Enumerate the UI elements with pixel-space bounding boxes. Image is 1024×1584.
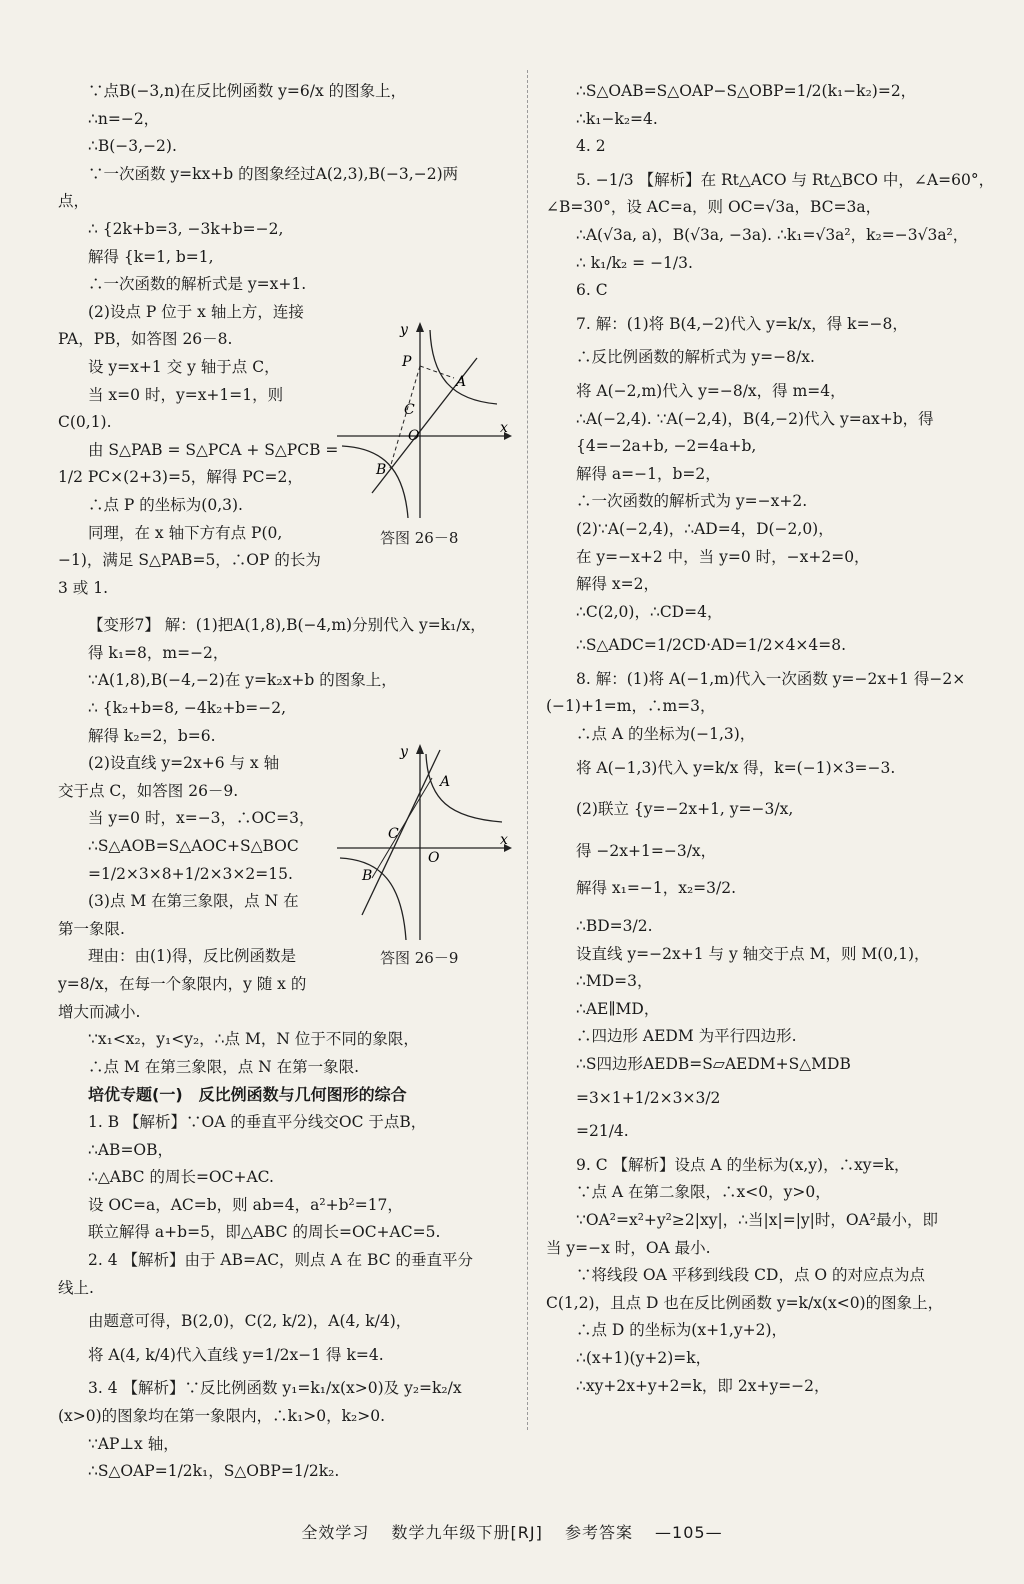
text-line: ∴k₁−k₂=4. [576,109,658,128]
text-line: 解得 x₁=−1，x₂=3/2. [576,879,737,898]
label-x: x [500,832,508,848]
text-line: ∠B=30°，设 AC=a，则 OC=√3a，BC=3a， [546,198,882,217]
segment-ab [372,778,432,878]
text-line: 由题意可得，B(2,0)，C(2, k/2)，A(4, k/4)， [88,1312,412,1331]
footer-brand: 全效学习 [301,1523,370,1542]
section-heading: 培优专题(一) 反比例函数与几何图形的综合 [88,1085,407,1105]
text-line: ∴ {2k+b=3, −3k+b=−2, [88,219,284,238]
text-line: 3. 4 【解析】∵反比例函数 y₁=k₁/x(x>0)及 y₂=k₂/x [88,1379,462,1398]
text-line: 【变形7】 解：(1)把A(1,8),B(−4,m)分别代入 y=k₁/x， [88,616,486,635]
text-line: ∴(x+1)(y+2)=k， [576,1348,712,1367]
text-line: ∴MD=3， [576,972,653,991]
text-line: ∴点 P 的坐标为(0,3). [88,495,243,514]
hyperbola-branch-third [342,446,408,518]
text-line: C(1,2)，且点 D 也在反比例函数 y=k/x(x<0)的图象上， [546,1293,944,1312]
text-line: =1/2×3×8+1/2×3×2=15. [88,864,293,883]
text-line: 第一象限. [58,919,125,938]
text-line: 4. 2 [576,137,606,156]
text-line: ∵AP⊥x 轴， [88,1434,179,1453]
text-line: 7. 解：(1)将 B(4,−2)代入 y=k/x，得 k=−8， [576,314,908,333]
text-line: ∴ {k₂+b=8, −4k₂+b=−2, [88,699,286,718]
text-line: 理由：由(1)得，反比例函数是 [88,947,296,966]
label-b: B [362,868,373,884]
text-line: 得 −2x+1=−3/x， [576,841,717,860]
text-line: ∵x₁<x₂，y₁<y₂，∴点 M，N 位于不同的象限， [88,1030,419,1049]
y-axis-arrow [416,322,424,332]
text-line: (x>0)的图象均在第一象限内，∴k₁>0，k₂>0. [58,1406,386,1425]
text-line: 解得 k₂=2，b=6. [88,726,216,745]
page-footer [0,1520,1024,1543]
text-line: ∴C(2,0)，∴CD=4， [576,602,723,621]
text-line: ∵A(1,8),B(−4,−2)在 y=k₂x+b 的图象上， [88,671,397,690]
text-line: 由 S△PAB = S△PCA + S△PCB = [88,440,339,459]
label-c: C [404,402,415,418]
text-line: 5. −1/3 【解析】在 Rt△ACO 与 Rt△BCO 中，∠A=60°， [576,170,995,189]
text-line: 设 OC=a，AC=b，则 ab=4，a²+b²=17， [88,1195,403,1214]
text-line: (−1)+1=m，∴m=3， [546,697,716,716]
figure-26-8 [332,318,512,523]
text-line: 交于点 C，如答图 26－9. [58,781,239,800]
text-line: ∴S△OAP=1/2k₁，S△OBP=1/2k₂. [88,1462,340,1481]
text-line: ∴一次函数的解析式为 y=−x+2. [576,492,808,511]
text-line: ∴B(−3,−2). [88,137,177,156]
text-line: 线上. [58,1278,94,1297]
text-line: ∴xy+2x+y+2=k，即 2x+y=−2， [576,1376,830,1395]
text-line: ∴点 M 在第三象限，点 N 在第一象限. [88,1057,360,1076]
label-y: y [400,322,408,338]
label-p: P [402,354,412,370]
text-line: 解得 a=−1，b=2， [576,464,721,483]
text-line: ∴n=−2， [88,109,160,128]
footer-section: 参考答案 [564,1523,633,1542]
text-line: ∴四边形 AEDM 为平行四边形. [576,1027,797,1046]
text-line: 设 y=x+1 交 y 轴于点 C， [88,357,280,376]
text-line: ∴反比例函数的解析式为 y=−8/x. [576,348,815,367]
text-line: 增大而减小. [58,1002,141,1021]
text-line: (3)点 M 在第三象限，点 N 在 [88,892,299,911]
text-line: 解得 {k=1, b=1, [88,247,214,266]
text-line: ∵点B(−3,n)在反比例函数 y=6/x 的图象上， [88,82,407,100]
text-line: ∴A(√3a, a)，B(√3a, −3a). ∴k₁=√3a²，k₂=−3√3a²， [576,225,969,244]
line-y-eq-2x-plus-6 [362,750,440,915]
figure-caption: 答图 26－9 [380,949,459,967]
figure-26-9 [332,740,512,945]
text-line: 8. 解：(1)将 A(−1,m)代入一次函数 y=−2x+1 得−2× [576,669,966,688]
label-o: O [428,850,440,866]
hyperbola-branch-first [430,330,497,404]
text-line: ∴一次函数的解析式是 y=x+1. [88,275,307,294]
label-c: C [388,826,399,842]
text-line: 将 A(4, k/4)代入直线 y=1/2x−1 得 k=4. [88,1345,384,1364]
text-line: 当 x=0 时，y=x+1=1，则 [88,385,284,404]
footer-book: 数学九年级下册[RJ] [391,1523,543,1542]
text-line: 在 y=−x+2 中，当 y=0 时，−x+2=0， [576,547,870,566]
text-line: PA，PB，如答图 26－8. [58,330,233,349]
text-line: ∴A(−2,4). ∵A(−2,4)，B(4,−2)代入 y=ax+b，得 [576,409,934,428]
text-line: ∴S△OAB=S△OAP−S△OBP=1/2(k₁−k₂)=2， [576,82,917,100]
text-line: (2)设点 P 位于 x 轴上方，连接 [88,302,304,321]
text-line: {4=−2a+b, −2=4a+b, [576,437,757,456]
text-line: ∴AE∥MD， [576,999,660,1018]
right-column [546,78,1001,1400]
hyperbola-branch-first [426,754,502,822]
text-line: −1)，满足 S△PAB=5，∴OP 的长为 [58,551,321,570]
text-line: ∴△ABC 的周长=OC+AC. [88,1168,274,1187]
text-line: 当 y=0 时，x=−3，∴OC=3， [88,809,315,828]
text-line: ∴S四边形AEDB=S▱AEDM+S△MDB [576,1055,851,1073]
hyperbola-branch-third [340,858,406,940]
text-line: C(0,1). [58,413,112,432]
text-line: 1/2 PC×(2+3)=5，解得 PC=2， [58,468,303,487]
figure-caption: 答图 26－8 [380,529,459,547]
text-line: 当 y=−x 时，OA 最小. [546,1238,711,1257]
text-line: ∴ k₁/k₂ = −1/3. [576,253,693,272]
text-line: ∴AB=OB， [88,1140,174,1159]
text-line: 联立解得 a+b=5，即△ABC 的周长=OC+AC=5. [88,1223,441,1242]
text-line: 解得 x=2， [576,575,660,594]
text-line: =3×1+1/2×3×3/2 [576,1088,721,1107]
page-number: —105— [655,1523,723,1542]
text-line: ∵一次函数 y=kx+b 的图象经过A(2,3),B(−3,−2)两 [88,164,459,183]
text-line: ∵点 A 在第二象限，∴x<0，y>0， [576,1183,831,1202]
text-line: (2)联立 {y=−2x+1, y=−3/x, [576,800,794,819]
text-line: 得 k₁=8，m=−2， [88,643,229,662]
text-line: ∵OA²=x²+y²≥2|xy|，∴当|x|=|y|时，OA²最小，即 [576,1210,939,1229]
text-line: ∴S△ADC=1/2CD·AD=1/2×4×4=8. [576,636,847,655]
text-line: 同理，在 x 轴下方有点 P(0, [88,523,283,542]
text-line: 1. B 【解析】∵OA 的垂直平分线交OC 于点B， [88,1112,427,1131]
text-line: 2. 4 【解析】由于 AB=AC，则点 A 在 BC 的垂直平分 [88,1250,473,1269]
text-line: 将 A(−1,3)代入 y=k/x 得，k=(−1)×3=−3. [576,758,896,777]
text-line: 将 A(−2,m)代入 y=−8/x，得 m=4， [576,381,846,400]
text-line: ∴S△AOB=S△AOC+S△BOC [88,837,299,856]
text-line: =21/4. [576,1122,629,1141]
label-b: B [376,462,387,478]
column-divider [527,70,528,1430]
text-line: 6. C [576,281,608,300]
label-y: y [400,744,408,760]
text-line: ∴点 D 的坐标为(x+1,y+2)， [576,1321,787,1340]
label-a: A [440,774,451,790]
text-line: 3 或 1. [58,578,109,597]
label-a: A [456,374,467,390]
text-line: y=8/x，在每一个象限内，y 随 x 的 [58,975,307,993]
text-line: ∴点 A 的坐标为(−1,3)， [576,725,756,744]
text-line: (2)设直线 y=2x+6 与 x 轴 [88,754,280,773]
text-line: 设直线 y=−2x+1 与 y 轴交于点 M，则 M(0,1)， [576,944,930,963]
label-o: O [408,428,420,444]
label-x: x [500,420,508,436]
y-axis-arrow [416,744,424,754]
text-line: ∴BD=3/2. [576,917,653,936]
text-line: ∵将线段 OA 平移到线段 CD，点 O 的对应点为点 [576,1266,926,1285]
text-line: 9. C 【解析】设点 A 的坐标为(x,y)，∴xy=k， [576,1155,910,1174]
text-line: 点， [58,192,90,211]
text-line: (2)∵A(−2,4)，∴AD=4，D(−2,0)， [576,519,834,538]
